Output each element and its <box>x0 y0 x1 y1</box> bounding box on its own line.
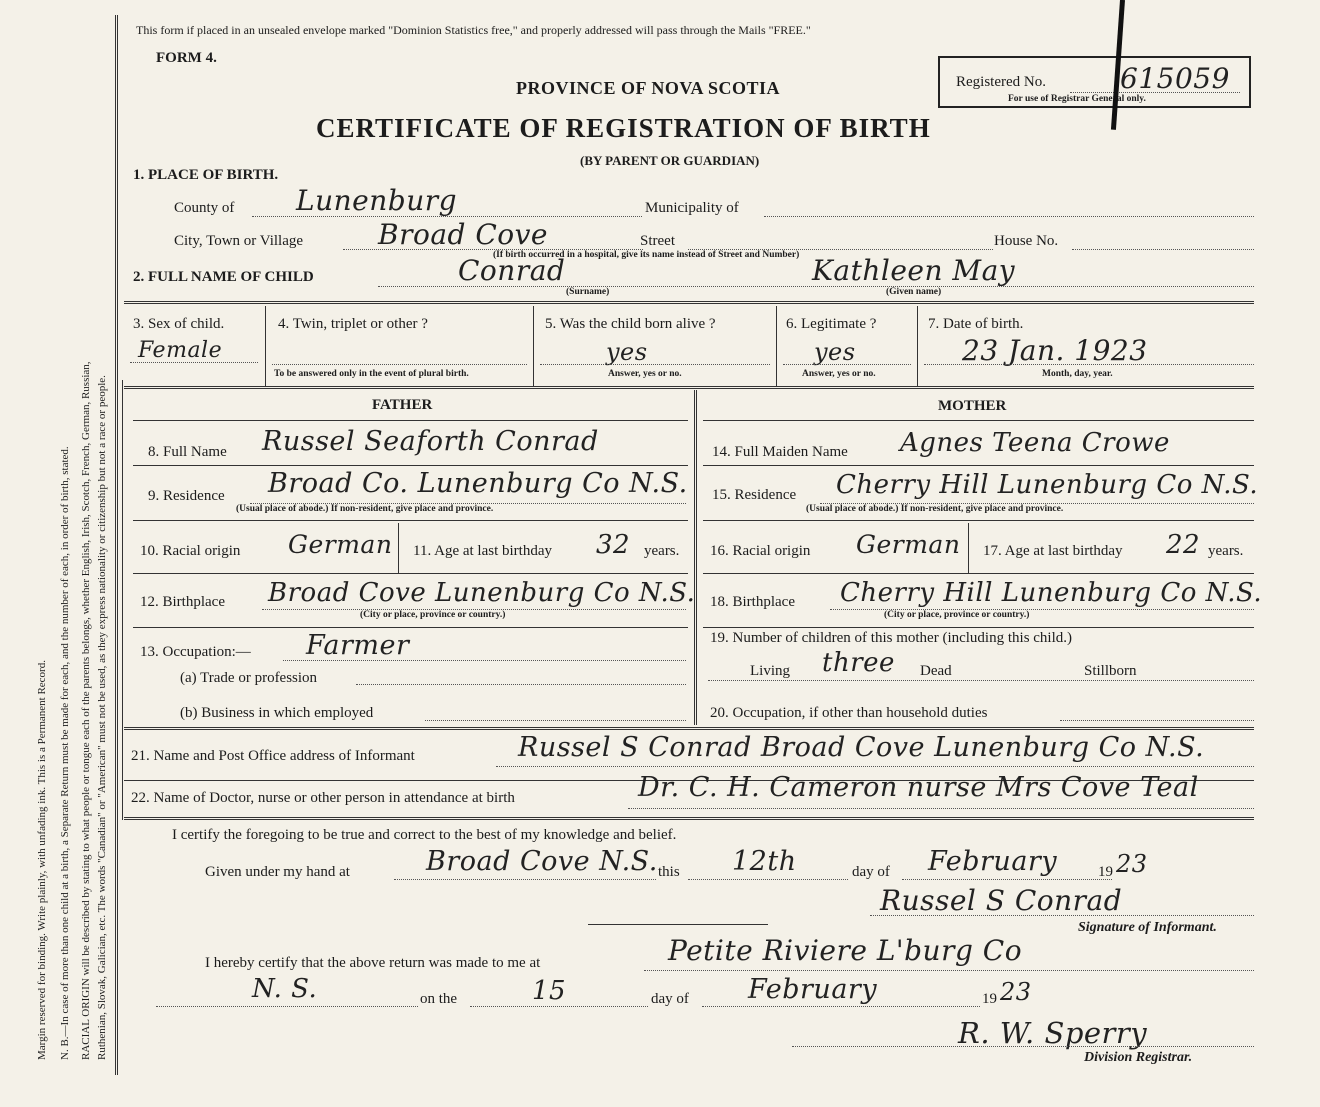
registrar-caption: Division Registrar. <box>1084 1050 1193 1065</box>
mother-bp-rule <box>703 627 1254 628</box>
parent-divider <box>694 390 697 725</box>
father-birthplace-caption: (City or place, province or country.) <box>360 610 506 620</box>
legit-label: 6. Legitimate ? <box>786 316 877 332</box>
mother-living-label: Living <box>750 663 790 679</box>
alive-label: 5. Was the child born alive ? <box>545 316 716 332</box>
hospital-note: (If birth occurred in a hospital, give its name instead of Street and Number) <box>493 250 800 260</box>
sex-label: 3. Sex of child. <box>133 316 225 332</box>
father-residence-value: Broad Co. Lunenburg Co N.S. <box>268 468 688 499</box>
registrar-signature: R. W. Sperry <box>958 1016 1148 1050</box>
mother-living-value: three <box>822 648 895 678</box>
mother-race-rule <box>703 573 1254 574</box>
twin-caption: To be answered only in the event of plural birth. <box>274 369 469 379</box>
row3-divider-1 <box>265 306 266 386</box>
child-name-label: 2. FULL NAME OF CHILD <box>133 269 314 285</box>
father-race-value: German <box>288 530 393 559</box>
mother-name-rule <box>703 465 1254 466</box>
child-surname: Conrad <box>458 254 566 287</box>
mother-children-label: 19. Number of children of this mother (including this child.) <box>710 630 1073 646</box>
margin-note-racial-origin: RACIAL ORIGIN will be described by stating to what people or tongue each of the parents belongs, whether English, Irish, Scotch, French, German, Russian, <box>80 361 92 1060</box>
county-label: County of <box>174 200 235 216</box>
registrar-note: For use of Registrar General only. <box>1008 94 1146 104</box>
municipality-label: Municipality of <box>645 200 739 216</box>
father-age-years: years. <box>644 543 680 559</box>
informant-signature-caption: Signature of Informant. <box>1078 920 1217 935</box>
mother-residence-caption: (Usual place of abode.) If non-resident, give place and province. <box>806 504 1064 514</box>
mother-occupation-label: 20. Occupation, if other than household duties <box>710 705 988 721</box>
rule-after-doctor <box>124 817 1254 820</box>
page-subtitle: (BY PARENT OR GUARDIAN) <box>580 153 760 168</box>
father-name-label: 8. Full Name <box>148 444 227 460</box>
dob-caption: Month, day, year. <box>1042 369 1113 379</box>
certify-statement: I certify the foregoing to be true and correct to the best of my knowledge and belief. <box>172 827 677 843</box>
father-race-label: 10. Racial origin <box>140 543 241 559</box>
left-border <box>115 15 118 1075</box>
registered-label: Registered No. <box>956 74 1046 90</box>
father-residence-label: 9. Residence <box>148 488 225 504</box>
province-heading: PROVINCE OF NOVA SCOTIA <box>516 78 781 98</box>
rule-after-row3 <box>124 386 1254 389</box>
certify-given-place: Broad Cove N.S. <box>426 846 658 877</box>
city-label: City, Town or Village <box>174 233 304 249</box>
registered-box <box>938 56 1251 108</box>
registrar-place-value: Petite Riviere L'burg Co <box>668 934 1023 967</box>
given-name-caption: (Given name) <box>886 287 942 297</box>
city-value: Broad Cove <box>378 218 549 251</box>
mother-race-label: 16. Racial origin <box>710 543 811 559</box>
mother-birthplace-label: 18. Birthplace <box>710 594 795 610</box>
sex-value: Female <box>138 338 223 363</box>
mother-age-label: 17. Age at last birthday <box>983 543 1123 559</box>
alive-value: yes <box>606 338 648 366</box>
county-value: Lunenburg <box>296 184 458 217</box>
mother-race-value: German <box>856 530 961 559</box>
legit-caption: Answer, yes or no. <box>802 369 876 379</box>
margin-note-binding: Margin reserved for binding. Write plainly, with unfading ink. This is a Permanent Record. <box>36 660 48 1060</box>
row3-divider-4 <box>917 306 918 386</box>
mother-birthplace-caption: (City or place, province or country.) <box>884 610 1030 620</box>
row3-divider-2 <box>533 306 534 386</box>
father-race-divider <box>398 523 399 573</box>
registrar-month-value: February <box>748 974 878 1005</box>
mother-age-years: years. <box>1208 543 1244 559</box>
registrar-year-prefix: 19 <box>982 991 997 1007</box>
certify-year-value: 23 <box>1116 850 1148 878</box>
legit-value: yes <box>814 338 856 366</box>
registrar-province-value: N. S. <box>252 974 318 1004</box>
mother-name-label: 14. Full Maiden Name <box>712 444 848 460</box>
father-name-value: Russel Seaforth Conrad <box>262 426 599 457</box>
certify-this-label: this <box>658 864 680 880</box>
margin-note-nationality: Ruthenian, Slovak, Galician, etc. The words "Canadian" or "American" must not be used, as they express nationality or citizenship but not a race or people. <box>96 375 108 1060</box>
place-heading: 1. PLACE OF BIRTH. <box>133 167 279 183</box>
dob-value: 23 Jan. 1923 <box>962 334 1148 367</box>
registrar-day-of-label: day of <box>651 991 689 1007</box>
certify-day-value: 12th <box>732 846 797 877</box>
informant-value: Russel S Conrad Broad Cove Lunenburg Co N.S. <box>518 732 1205 763</box>
certify-separator <box>588 924 768 925</box>
inner-left-border <box>122 380 123 820</box>
father-name-rule <box>133 465 688 466</box>
alive-caption: Answer, yes or no. <box>608 369 682 379</box>
mother-name-value: Agnes Teena Crowe <box>900 428 1170 458</box>
doctor-label: 22. Name of Doctor, nurse or other person in attendance at birth <box>131 790 515 806</box>
doctor-value: Dr. C. H. Cameron nurse Mrs Cove Teal <box>638 772 1199 803</box>
page-title: CERTIFICATE OF REGISTRATION OF BIRTH <box>316 113 931 143</box>
registrar-day-value: 15 <box>532 976 567 1006</box>
registrar-statement: I hereby certify that the above return was made to me at <box>205 955 541 971</box>
father-occupation-label: 13. Occupation:— <box>140 644 251 660</box>
street-label: Street <box>640 233 675 249</box>
informant-signature: Russel S Conrad <box>880 884 1123 917</box>
certify-given-label: Given under my hand at <box>205 864 350 880</box>
mail-notice: This form if placed in an unsealed envelope marked "Dominion Statistics free," and properly addressed will pass through the Mails "FREE." <box>136 23 811 37</box>
registrar-year-value: 23 <box>1000 978 1032 1006</box>
father-heading: FATHER <box>372 397 433 413</box>
father-business-label: (b) Business in which employed <box>180 705 374 721</box>
form-number: FORM 4. <box>156 50 217 66</box>
father-birthplace-value: Broad Cove Lunenburg Co N.S. <box>268 578 696 608</box>
mother-residence-label: 15. Residence <box>712 487 797 503</box>
father-residence-caption: (Usual place of abode.) If non-resident, give place and province. <box>236 504 494 514</box>
margin-note-multiple-births: N. B.—In case of more than one child at a birth, a Separate Return must be made for each, and the number of each, in order of birth, stated. <box>59 446 71 1060</box>
dob-label: 7. Date of birth. <box>928 316 1024 332</box>
mother-residence-value: Cherry Hill Lunenburg Co N.S. <box>836 470 1259 500</box>
father-birthplace-label: 12. Birthplace <box>140 594 225 610</box>
mother-race-divider <box>968 523 969 573</box>
child-given-name: Kathleen May <box>812 254 1016 287</box>
mother-heading-rule <box>703 420 1254 421</box>
mother-age-value: 22 <box>1166 530 1201 560</box>
informant-label: 21. Name and Post Office address of Informant <box>131 748 415 764</box>
rule-after-parents <box>124 727 1254 730</box>
mother-stillborn-label: Stillborn <box>1084 663 1137 679</box>
surname-caption: (Surname) <box>566 287 610 297</box>
father-race-rule <box>133 573 688 574</box>
mother-dead-label: Dead <box>920 663 952 679</box>
mother-heading: MOTHER <box>938 398 1007 414</box>
house-label: House No. <box>994 233 1059 249</box>
father-res-rule <box>133 520 688 521</box>
certify-month-value: February <box>928 846 1058 877</box>
father-age-label: 11. Age at last birthday <box>413 543 552 559</box>
father-bp-rule <box>133 627 688 628</box>
registrar-on-the-label: on the <box>420 991 458 1007</box>
certify-year-prefix: 19 <box>1098 864 1113 880</box>
mother-res-rule <box>703 520 1254 521</box>
registered-number: 615059 <box>1120 62 1230 95</box>
father-heading-rule <box>133 420 688 421</box>
row3-divider-3 <box>776 306 777 386</box>
mother-birthplace-value: Cherry Hill Lunenburg Co N.S. <box>840 578 1263 608</box>
father-occupation-value: Farmer <box>306 630 410 661</box>
father-age-value: 32 <box>596 530 631 560</box>
twin-label: 4. Twin, triplet or other ? <box>278 316 428 332</box>
certify-day-of-label: day of <box>852 864 890 880</box>
father-trade-label: (a) Trade or profession <box>180 670 318 686</box>
rule-after-child <box>124 301 1254 304</box>
